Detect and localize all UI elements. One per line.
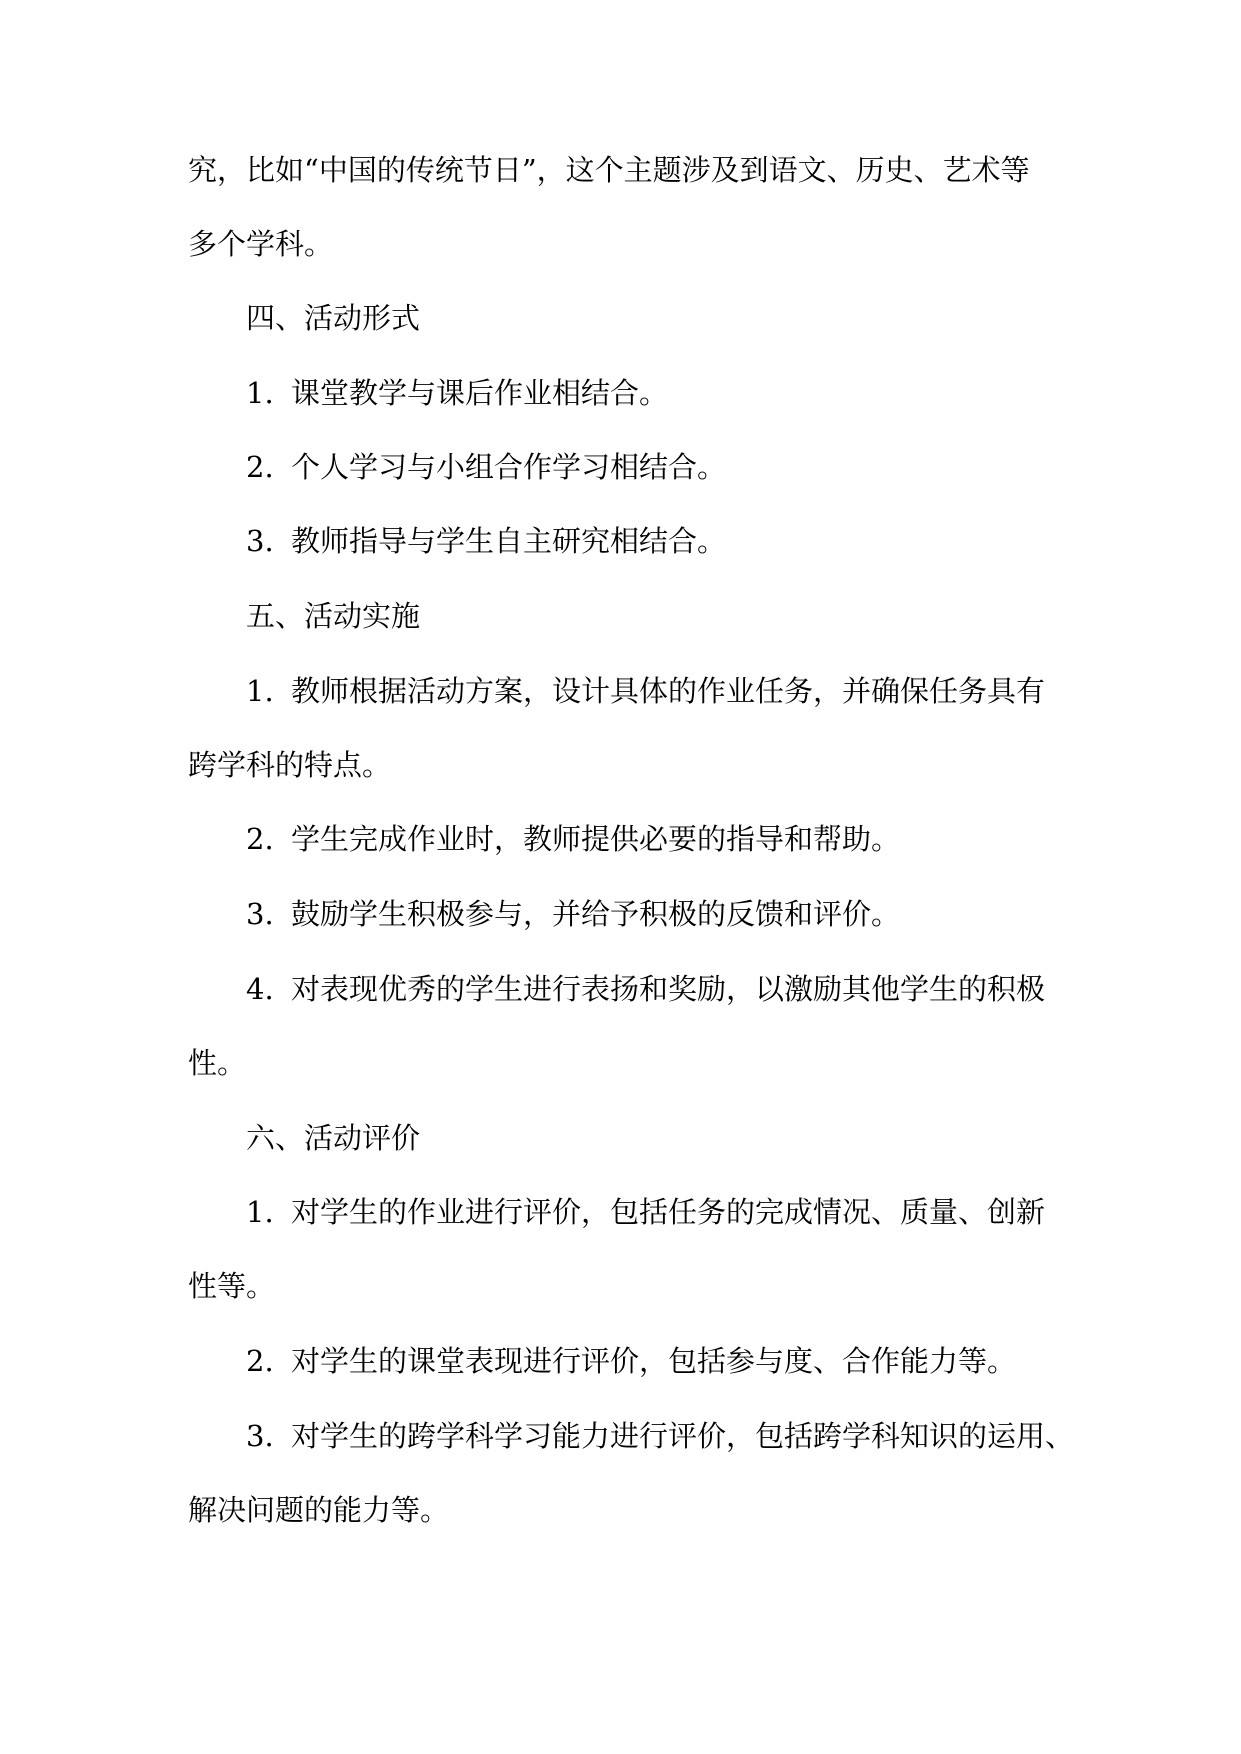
section-heading — [246, 298, 420, 338]
section-heading — [246, 596, 420, 636]
item-text: 对学生的跨学科学习能力进行评价，包括跨学科知识的运用、 — [291, 1419, 1075, 1453]
item-text: 个人学习与小组合作学习相结合。 — [291, 450, 727, 484]
item-text: 学生完成作业时，教师提供必要的指导和帮助。 — [291, 822, 901, 856]
item-number: 3. — [246, 524, 274, 558]
item-number: 1. — [246, 674, 274, 708]
text-line — [188, 150, 1030, 190]
line-text: 跨学科的特点。 — [188, 748, 392, 782]
list-item — [246, 819, 900, 859]
list-item — [246, 894, 900, 934]
item-text: 对表现优秀的学生进行表扬和奖励，以激励其他学生的积极 — [291, 972, 1046, 1006]
item-text: 对学生的课堂表现进行评价，包括参与度、合作能力等。 — [291, 1344, 1017, 1378]
item-text: 鼓励学生积极参与，并给予积极的反馈和评价。 — [291, 897, 901, 931]
item-text: 教师指导与学生自主研究相结合。 — [291, 524, 727, 558]
line-text: 多个学科。 — [188, 227, 334, 261]
list-item — [246, 1341, 1016, 1381]
list-item — [246, 969, 1045, 1009]
text-line — [188, 745, 391, 785]
item-text: 教师根据活动方案，设计具体的作业任务，并确保任务具有 — [291, 674, 1046, 708]
item-number: 4. — [246, 972, 274, 1006]
item-text: 对学生的作业进行评价，包括任务的完成情况、质量、创新 — [291, 1195, 1046, 1229]
line-text: 性等。 — [188, 1269, 276, 1303]
item-number: 2. — [246, 1344, 274, 1378]
line-text: 性。 — [188, 1046, 247, 1080]
line-text: 究，比如“中国的传统节日”，这个主题涉及到语文、历史、艺术等 — [188, 153, 1030, 187]
list-item — [246, 373, 668, 413]
heading-text: 四、活动形式 — [246, 301, 421, 335]
list-item — [246, 1416, 1074, 1456]
item-text: 课堂教学与课后作业相结合。 — [291, 376, 669, 410]
list-item — [246, 447, 726, 487]
heading-text: 六、活动评价 — [246, 1121, 421, 1155]
item-number: 2. — [246, 450, 274, 484]
list-item — [246, 1192, 1045, 1232]
item-number: 1. — [246, 376, 274, 410]
item-number: 2. — [246, 822, 274, 856]
text-line — [188, 1490, 449, 1530]
list-item — [246, 671, 1045, 711]
item-number: 3. — [246, 1419, 274, 1453]
text-line — [188, 224, 333, 264]
section-heading — [246, 1118, 420, 1158]
heading-text: 五、活动实施 — [246, 599, 421, 633]
text-line — [188, 1266, 275, 1306]
item-number: 1. — [246, 1195, 274, 1229]
line-text: 解决问题的能力等。 — [188, 1493, 450, 1527]
text-line — [188, 1043, 246, 1083]
list-item — [246, 521, 726, 561]
item-number: 3. — [246, 897, 274, 931]
